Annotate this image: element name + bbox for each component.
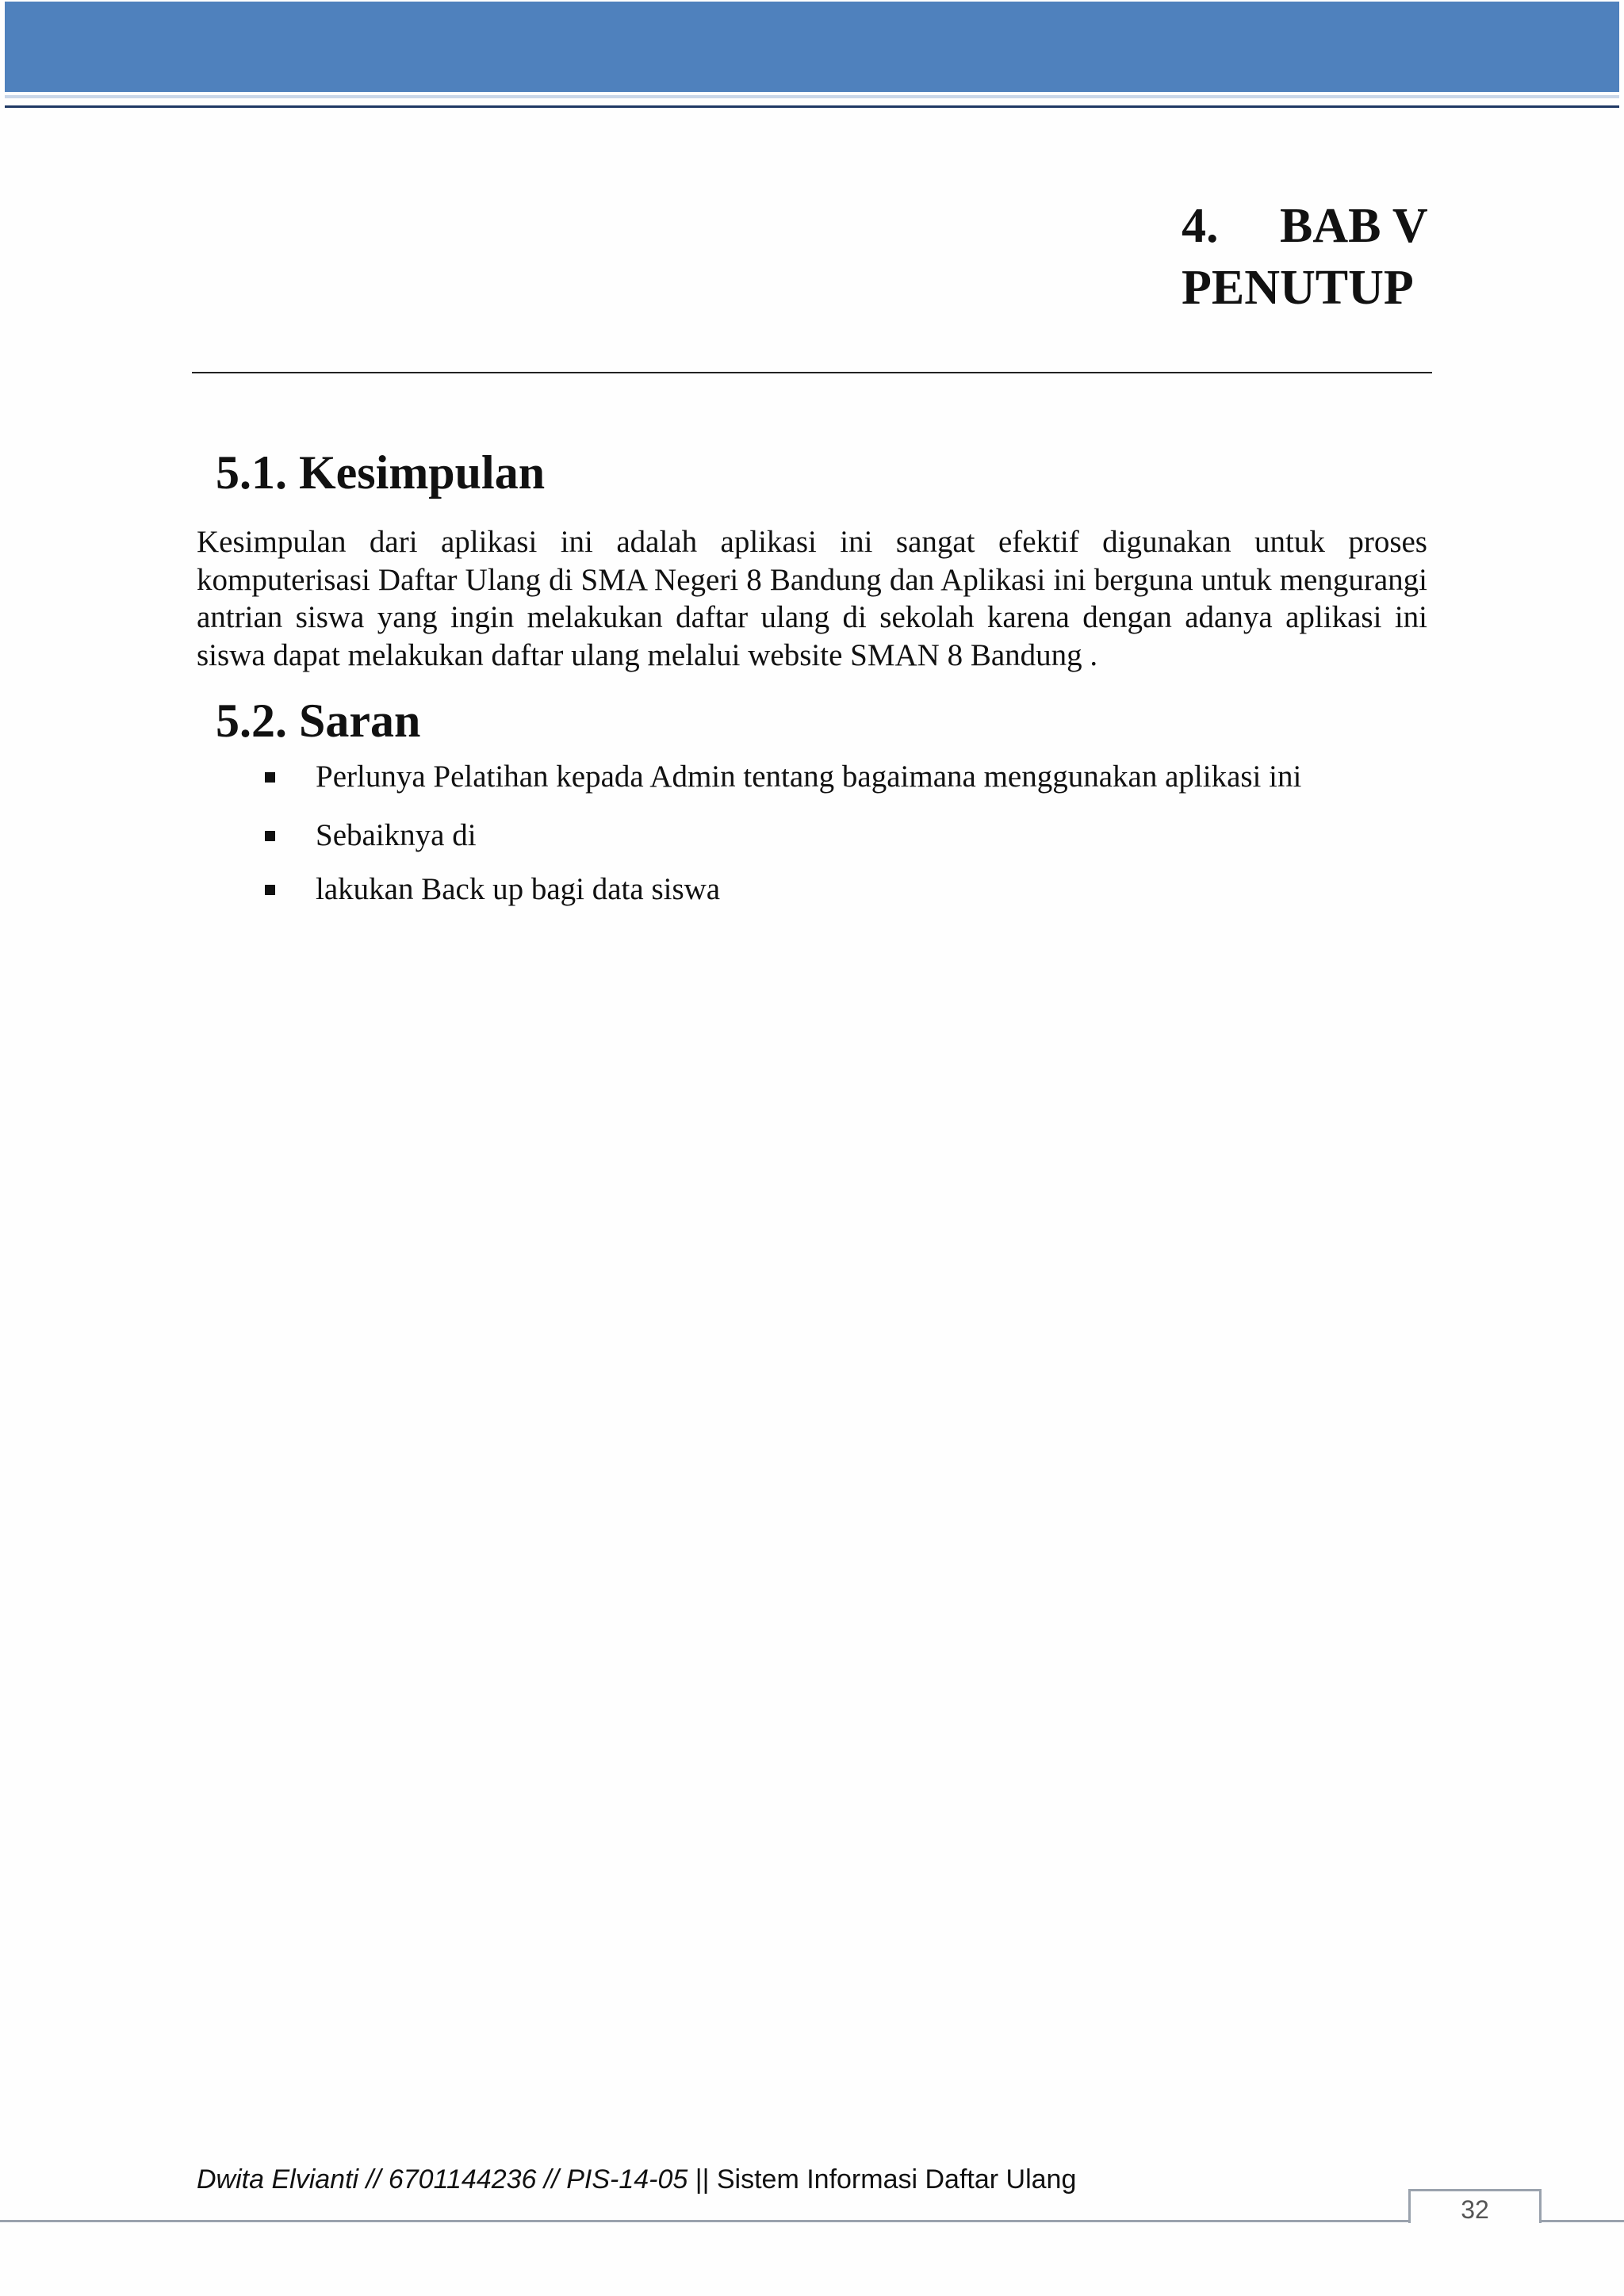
footer-rule <box>0 2220 1410 2222</box>
kesimpulan-paragraph: Kesimpulan dari aplikasi ini adalah aplikasi ini sangat efektif digunakan untuk proses komputerisasi Daftar Ulang di SMA Negeri 8 Bandung dan Aplikasi ini berguna untuk mengurangi antrian siswa yang ingin melakukan daftar ulang di sekolah karena dengan adanya aplikasi ini siswa dapat melakukan daftar ulang melalui website SMAN 8 Bandung . <box>197 525 1427 672</box>
chapter-title-bab: BAB V <box>1280 199 1428 253</box>
section-heading-kesimpulan: 5.1. Kesimpulan <box>216 446 546 499</box>
section-heading-saran: 5.2. Saran <box>216 695 421 747</box>
saran-list <box>265 758 1301 909</box>
chapter-divider <box>192 372 1432 373</box>
chapter-title-line2: PENUTUP <box>1182 261 1414 315</box>
footer-rule-right <box>1538 2220 1624 2222</box>
chapter-title-line1 <box>1182 195 1435 257</box>
list-item <box>265 871 1301 909</box>
list-item-text: Sebaiknya di <box>316 818 477 852</box>
page-number: 32 <box>1408 2189 1542 2223</box>
list-item-text: lakukan Back up bagi data siswa <box>316 872 721 906</box>
footer-document-title: Sistem Informasi Daftar Ulang <box>716 2164 1077 2195</box>
square-bullet-icon <box>265 831 275 841</box>
chapter-number: 4. <box>1182 199 1219 253</box>
chapter-heading <box>1182 195 1435 319</box>
list-item-text: Perlunya Pelatihan kepada Admin tentang bagaimana menggunakan aplikasi ini <box>316 760 1302 794</box>
square-bullet-icon <box>265 772 275 783</box>
footer-text <box>197 2162 1076 2197</box>
list-item <box>265 817 1301 855</box>
footer-separator: || <box>688 2164 717 2195</box>
header-rule-dark <box>5 105 1619 108</box>
square-bullet-icon <box>265 885 275 895</box>
header-rule-light <box>5 95 1619 98</box>
footer-author-info: Dwita Elvianti // 6701144236 // PIS-14-05 <box>197 2164 688 2195</box>
header-banner <box>5 2 1619 92</box>
list-item <box>265 758 1301 796</box>
